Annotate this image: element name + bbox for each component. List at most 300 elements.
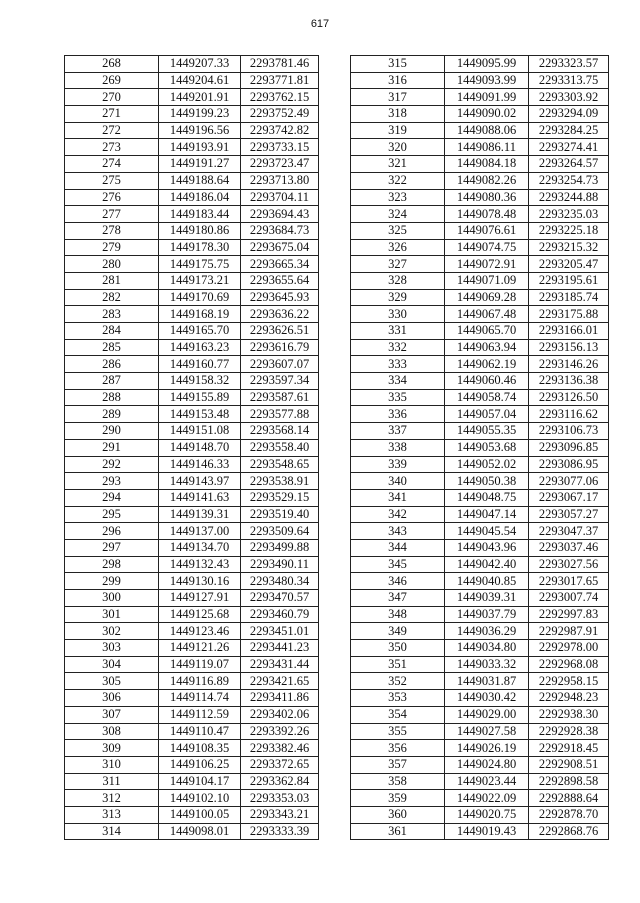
x-coordinate-cell: 1449090.02: [445, 106, 529, 123]
point-number-cell: 270: [65, 89, 159, 106]
x-coordinate-cell: 1449036.29: [445, 623, 529, 640]
table-row: [65, 306, 319, 323]
table-row: [65, 606, 319, 623]
point-number-cell: 298: [65, 556, 159, 573]
point-number-cell: 355: [351, 723, 445, 740]
x-coordinate-cell: 1449039.31: [445, 590, 529, 607]
point-number-cell: 326: [351, 239, 445, 256]
point-number-cell: 296: [65, 523, 159, 540]
y-coordinate-cell: 2293704.11: [241, 189, 319, 206]
y-coordinate-cell: 2293441.23: [241, 640, 319, 657]
point-number-cell: 353: [351, 690, 445, 707]
point-number-cell: 359: [351, 790, 445, 807]
point-number-cell: 314: [65, 823, 159, 840]
point-number-cell: 309: [65, 740, 159, 757]
table-row: [351, 239, 609, 256]
point-number-cell: 272: [65, 122, 159, 139]
table-row: [65, 72, 319, 89]
point-number-cell: 285: [65, 339, 159, 356]
x-coordinate-cell: 1449062.19: [445, 356, 529, 373]
table-row: [65, 590, 319, 607]
point-number-cell: 303: [65, 640, 159, 657]
x-coordinate-cell: 1449034.80: [445, 640, 529, 657]
y-coordinate-cell: 2293665.34: [241, 256, 319, 273]
y-coordinate-cell: 2293215.32: [529, 239, 609, 256]
table-row: [65, 356, 319, 373]
x-coordinate-cell: 1449108.35: [159, 740, 241, 757]
y-coordinate-cell: 2293519.40: [241, 506, 319, 523]
table-row: [351, 556, 609, 573]
table-row: [351, 590, 609, 607]
x-coordinate-cell: 1449058.74: [445, 389, 529, 406]
x-coordinate-cell: 1449110.47: [159, 723, 241, 740]
y-coordinate-cell: 2293244.88: [529, 189, 609, 206]
table-row: [65, 156, 319, 173]
table-row: [65, 740, 319, 757]
point-number-cell: 283: [65, 306, 159, 323]
table-row: [65, 122, 319, 139]
point-number-cell: 317: [351, 89, 445, 106]
table-row: [65, 56, 319, 73]
table-row: [351, 72, 609, 89]
point-number-cell: 341: [351, 489, 445, 506]
point-number-cell: 349: [351, 623, 445, 640]
y-coordinate-cell: 2293156.13: [529, 339, 609, 356]
point-number-cell: 268: [65, 56, 159, 73]
x-coordinate-cell: 1449067.48: [445, 306, 529, 323]
x-coordinate-cell: 1449023.44: [445, 773, 529, 790]
point-number-cell: 342: [351, 506, 445, 523]
table-row: [351, 89, 609, 106]
x-coordinate-cell: 1449102.10: [159, 790, 241, 807]
x-coordinate-cell: 1449116.89: [159, 673, 241, 690]
point-number-cell: 322: [351, 172, 445, 189]
table-row: [351, 823, 609, 840]
table-row: [65, 556, 319, 573]
point-number-cell: 304: [65, 656, 159, 673]
y-coordinate-cell: 2293460.79: [241, 606, 319, 623]
x-coordinate-cell: 1449139.31: [159, 506, 241, 523]
point-number-cell: 339: [351, 456, 445, 473]
point-number-cell: 290: [65, 423, 159, 440]
table-row: [351, 573, 609, 590]
y-coordinate-cell: 2293372.65: [241, 756, 319, 773]
table-row: [351, 289, 609, 306]
table-row: [351, 740, 609, 757]
y-coordinate-cell: 2293195.61: [529, 272, 609, 289]
x-coordinate-cell: 1449060.46: [445, 373, 529, 390]
x-coordinate-cell: 1449204.61: [159, 72, 241, 89]
table-row: [65, 690, 319, 707]
table-row: [65, 623, 319, 640]
x-coordinate-cell: 1449086.11: [445, 139, 529, 156]
point-number-cell: 287: [65, 373, 159, 390]
table-row: [65, 806, 319, 823]
x-coordinate-cell: 1449123.46: [159, 623, 241, 640]
y-coordinate-cell: 2293136.38: [529, 373, 609, 390]
y-coordinate-cell: 2293742.82: [241, 122, 319, 139]
point-number-cell: 340: [351, 473, 445, 490]
table-row: [351, 423, 609, 440]
x-coordinate-cell: 1449112.59: [159, 706, 241, 723]
x-coordinate-cell: 1449207.33: [159, 56, 241, 73]
y-coordinate-cell: 2293274.41: [529, 139, 609, 156]
table-row: [65, 89, 319, 106]
table-row: [65, 323, 319, 340]
y-coordinate-cell: 2292928.38: [529, 723, 609, 740]
table-row: [351, 256, 609, 273]
y-coordinate-cell: 2293762.15: [241, 89, 319, 106]
x-coordinate-cell: 1449048.75: [445, 489, 529, 506]
point-number-cell: 354: [351, 706, 445, 723]
x-coordinate-cell: 1449019.43: [445, 823, 529, 840]
y-coordinate-cell: 2293607.07: [241, 356, 319, 373]
x-coordinate-cell: 1449153.48: [159, 406, 241, 423]
point-number-cell: 331: [351, 323, 445, 340]
table-row: [351, 339, 609, 356]
table-row: [65, 656, 319, 673]
point-number-cell: 301: [65, 606, 159, 623]
y-coordinate-cell: 2293027.56: [529, 556, 609, 573]
x-coordinate-cell: 1449173.21: [159, 272, 241, 289]
table-row: [351, 673, 609, 690]
table-row: [65, 640, 319, 657]
x-coordinate-cell: 1449175.75: [159, 256, 241, 273]
table-row: [351, 623, 609, 640]
y-coordinate-cell: 2293626.51: [241, 323, 319, 340]
x-coordinate-cell: 1449160.77: [159, 356, 241, 373]
x-coordinate-cell: 1449055.35: [445, 423, 529, 440]
coordinates-table-left: [64, 55, 319, 840]
x-coordinate-cell: 1449191.27: [159, 156, 241, 173]
table-row: [65, 206, 319, 223]
x-coordinate-cell: 1449026.19: [445, 740, 529, 757]
y-coordinate-cell: 2293235.03: [529, 206, 609, 223]
point-number-cell: 292: [65, 456, 159, 473]
x-coordinate-cell: 1449186.04: [159, 189, 241, 206]
y-coordinate-cell: 2293106.73: [529, 423, 609, 440]
point-number-cell: 279: [65, 239, 159, 256]
y-coordinate-cell: 2292987.91: [529, 623, 609, 640]
x-coordinate-cell: 1449043.96: [445, 539, 529, 556]
point-number-cell: 320: [351, 139, 445, 156]
x-coordinate-cell: 1449165.70: [159, 323, 241, 340]
x-coordinate-cell: 1449134.70: [159, 539, 241, 556]
x-coordinate-cell: 1449024.80: [445, 756, 529, 773]
y-coordinate-cell: 2293490.11: [241, 556, 319, 573]
x-coordinate-cell: 1449148.70: [159, 439, 241, 456]
table-row: [65, 339, 319, 356]
table-row: [351, 389, 609, 406]
x-coordinate-cell: 1449042.40: [445, 556, 529, 573]
x-coordinate-cell: 1449057.04: [445, 406, 529, 423]
table-row: [351, 656, 609, 673]
table-row: [351, 56, 609, 73]
x-coordinate-cell: 1449196.56: [159, 122, 241, 139]
table-row: [65, 256, 319, 273]
point-number-cell: 337: [351, 423, 445, 440]
table-row: [351, 323, 609, 340]
x-coordinate-cell: 1449201.91: [159, 89, 241, 106]
table-row: [65, 406, 319, 423]
point-number-cell: 300: [65, 590, 159, 607]
y-coordinate-cell: 2293538.91: [241, 473, 319, 490]
x-coordinate-cell: 1449033.32: [445, 656, 529, 673]
table-row: [65, 373, 319, 390]
point-number-cell: 325: [351, 222, 445, 239]
x-coordinate-cell: 1449178.30: [159, 239, 241, 256]
x-coordinate-cell: 1449106.25: [159, 756, 241, 773]
y-coordinate-cell: 2293294.09: [529, 106, 609, 123]
x-coordinate-cell: 1449155.89: [159, 389, 241, 406]
table-row: [65, 523, 319, 540]
point-number-cell: 335: [351, 389, 445, 406]
point-number-cell: 333: [351, 356, 445, 373]
y-coordinate-cell: 2293616.79: [241, 339, 319, 356]
x-coordinate-cell: 1449093.99: [445, 72, 529, 89]
y-coordinate-cell: 2292898.58: [529, 773, 609, 790]
table-row: [351, 706, 609, 723]
table-row: [351, 306, 609, 323]
x-coordinate-cell: 1449104.17: [159, 773, 241, 790]
y-coordinate-cell: 2293343.21: [241, 806, 319, 823]
x-coordinate-cell: 1449084.18: [445, 156, 529, 173]
point-number-cell: 291: [65, 439, 159, 456]
table-row: [351, 222, 609, 239]
y-coordinate-cell: 2293126.50: [529, 389, 609, 406]
point-number-cell: 293: [65, 473, 159, 490]
x-coordinate-cell: 1449143.97: [159, 473, 241, 490]
point-number-cell: 281: [65, 272, 159, 289]
x-coordinate-cell: 1449045.54: [445, 523, 529, 540]
table-row: [65, 423, 319, 440]
x-coordinate-cell: 1449193.91: [159, 139, 241, 156]
y-coordinate-cell: 2293166.01: [529, 323, 609, 340]
x-coordinate-cell: 1449069.28: [445, 289, 529, 306]
table-row: [65, 573, 319, 590]
x-coordinate-cell: 1449146.33: [159, 456, 241, 473]
y-coordinate-cell: 2293713.80: [241, 172, 319, 189]
table-row: [351, 139, 609, 156]
point-number-cell: 346: [351, 573, 445, 590]
x-coordinate-cell: 1449151.08: [159, 423, 241, 440]
point-number-cell: 347: [351, 590, 445, 607]
table-row: [65, 723, 319, 740]
y-coordinate-cell: 2293694.43: [241, 206, 319, 223]
y-coordinate-cell: 2293175.88: [529, 306, 609, 323]
y-coordinate-cell: 2292968.08: [529, 656, 609, 673]
x-coordinate-cell: 1449031.87: [445, 673, 529, 690]
point-number-cell: 286: [65, 356, 159, 373]
point-number-cell: 332: [351, 339, 445, 356]
point-number-cell: 299: [65, 573, 159, 590]
point-number-cell: 358: [351, 773, 445, 790]
x-coordinate-cell: 1449170.69: [159, 289, 241, 306]
table-row: [351, 756, 609, 773]
point-number-cell: 288: [65, 389, 159, 406]
point-number-cell: 350: [351, 640, 445, 657]
x-coordinate-cell: 1449076.61: [445, 222, 529, 239]
y-coordinate-cell: 2293017.65: [529, 573, 609, 590]
point-number-cell: 356: [351, 740, 445, 757]
point-number-cell: 274: [65, 156, 159, 173]
y-coordinate-cell: 2292938.30: [529, 706, 609, 723]
table-row: [351, 156, 609, 173]
table-row: [65, 189, 319, 206]
y-coordinate-cell: 2293225.18: [529, 222, 609, 239]
point-number-cell: 311: [65, 773, 159, 790]
table-row: [351, 539, 609, 556]
table-body: [351, 56, 609, 840]
y-coordinate-cell: 2293684.73: [241, 222, 319, 239]
page-number: 617: [310, 18, 330, 30]
x-coordinate-cell: 1449052.02: [445, 456, 529, 473]
point-number-cell: 330: [351, 306, 445, 323]
table-row: [65, 222, 319, 239]
y-coordinate-cell: 2293480.34: [241, 573, 319, 590]
y-coordinate-cell: 2293086.95: [529, 456, 609, 473]
point-number-cell: 278: [65, 222, 159, 239]
x-coordinate-cell: 1449114.74: [159, 690, 241, 707]
point-number-cell: 329: [351, 289, 445, 306]
x-coordinate-cell: 1449137.00: [159, 523, 241, 540]
y-coordinate-cell: 2293205.47: [529, 256, 609, 273]
table-row: [351, 206, 609, 223]
y-coordinate-cell: 2292908.51: [529, 756, 609, 773]
table-row: [351, 122, 609, 139]
table-row: [351, 373, 609, 390]
y-coordinate-cell: 2293723.47: [241, 156, 319, 173]
point-number-cell: 277: [65, 206, 159, 223]
table-row: [65, 756, 319, 773]
y-coordinate-cell: 2293284.25: [529, 122, 609, 139]
x-coordinate-cell: 1449065.70: [445, 323, 529, 340]
y-coordinate-cell: 2293057.27: [529, 506, 609, 523]
y-coordinate-cell: 2293752.49: [241, 106, 319, 123]
table-row: [351, 106, 609, 123]
x-coordinate-cell: 1449078.48: [445, 206, 529, 223]
x-coordinate-cell: 1449029.00: [445, 706, 529, 723]
y-coordinate-cell: 2292948.23: [529, 690, 609, 707]
table-body: [65, 56, 319, 840]
y-coordinate-cell: 2293548.65: [241, 456, 319, 473]
y-coordinate-cell: 2293499.88: [241, 539, 319, 556]
y-coordinate-cell: 2292878.70: [529, 806, 609, 823]
y-coordinate-cell: 2293577.88: [241, 406, 319, 423]
point-number-cell: 315: [351, 56, 445, 73]
table-row: [65, 790, 319, 807]
y-coordinate-cell: 2293037.46: [529, 539, 609, 556]
table-row: [351, 773, 609, 790]
x-coordinate-cell: 1449121.26: [159, 640, 241, 657]
table-row: [351, 406, 609, 423]
x-coordinate-cell: 1449074.75: [445, 239, 529, 256]
point-number-cell: 302: [65, 623, 159, 640]
y-coordinate-cell: 2293597.34: [241, 373, 319, 390]
y-coordinate-cell: 2293077.06: [529, 473, 609, 490]
table-row: [65, 539, 319, 556]
x-coordinate-cell: 1449050.38: [445, 473, 529, 490]
x-coordinate-cell: 1449053.68: [445, 439, 529, 456]
table-row: [65, 506, 319, 523]
y-coordinate-cell: 2292868.76: [529, 823, 609, 840]
y-coordinate-cell: 2293264.57: [529, 156, 609, 173]
point-number-cell: 352: [351, 673, 445, 690]
point-number-cell: 316: [351, 72, 445, 89]
x-coordinate-cell: 1449130.16: [159, 573, 241, 590]
point-number-cell: 273: [65, 139, 159, 156]
y-coordinate-cell: 2293323.57: [529, 56, 609, 73]
x-coordinate-cell: 1449063.94: [445, 339, 529, 356]
point-number-cell: 275: [65, 172, 159, 189]
point-number-cell: 345: [351, 556, 445, 573]
table-row: [65, 389, 319, 406]
point-number-cell: 282: [65, 289, 159, 306]
point-number-cell: 360: [351, 806, 445, 823]
point-number-cell: 271: [65, 106, 159, 123]
y-coordinate-cell: 2293587.61: [241, 389, 319, 406]
point-number-cell: 294: [65, 489, 159, 506]
x-coordinate-cell: 1449072.91: [445, 256, 529, 273]
y-coordinate-cell: 2292978.00: [529, 640, 609, 657]
y-coordinate-cell: 2293558.40: [241, 439, 319, 456]
x-coordinate-cell: 1449047.14: [445, 506, 529, 523]
point-number-cell: 321: [351, 156, 445, 173]
x-coordinate-cell: 1449037.79: [445, 606, 529, 623]
x-coordinate-cell: 1449180.86: [159, 222, 241, 239]
point-number-cell: 295: [65, 506, 159, 523]
table-row: [65, 773, 319, 790]
table-row: [351, 189, 609, 206]
x-coordinate-cell: 1449027.58: [445, 723, 529, 740]
table-row: [65, 106, 319, 123]
point-number-cell: 357: [351, 756, 445, 773]
y-coordinate-cell: 2293733.15: [241, 139, 319, 156]
table-row: [351, 439, 609, 456]
point-number-cell: 312: [65, 790, 159, 807]
y-coordinate-cell: 2293185.74: [529, 289, 609, 306]
x-coordinate-cell: 1449188.64: [159, 172, 241, 189]
y-coordinate-cell: 2293402.06: [241, 706, 319, 723]
point-number-cell: 334: [351, 373, 445, 390]
y-coordinate-cell: 2293675.04: [241, 239, 319, 256]
x-coordinate-cell: 1449098.01: [159, 823, 241, 840]
x-coordinate-cell: 1449158.32: [159, 373, 241, 390]
table-row: [351, 356, 609, 373]
point-number-cell: 306: [65, 690, 159, 707]
y-coordinate-cell: 2292958.15: [529, 673, 609, 690]
point-number-cell: 297: [65, 539, 159, 556]
x-coordinate-cell: 1449141.63: [159, 489, 241, 506]
point-number-cell: 327: [351, 256, 445, 273]
y-coordinate-cell: 2293303.92: [529, 89, 609, 106]
table-row: [351, 506, 609, 523]
point-number-cell: 280: [65, 256, 159, 273]
x-coordinate-cell: 1449163.23: [159, 339, 241, 356]
y-coordinate-cell: 2292918.45: [529, 740, 609, 757]
y-coordinate-cell: 2293451.01: [241, 623, 319, 640]
point-number-cell: 308: [65, 723, 159, 740]
y-coordinate-cell: 2292997.83: [529, 606, 609, 623]
table-row: [351, 473, 609, 490]
point-number-cell: 318: [351, 106, 445, 123]
table-row: [65, 473, 319, 490]
point-number-cell: 338: [351, 439, 445, 456]
point-number-cell: 336: [351, 406, 445, 423]
table-row: [65, 673, 319, 690]
x-coordinate-cell: 1449100.05: [159, 806, 241, 823]
y-coordinate-cell: 2293313.75: [529, 72, 609, 89]
